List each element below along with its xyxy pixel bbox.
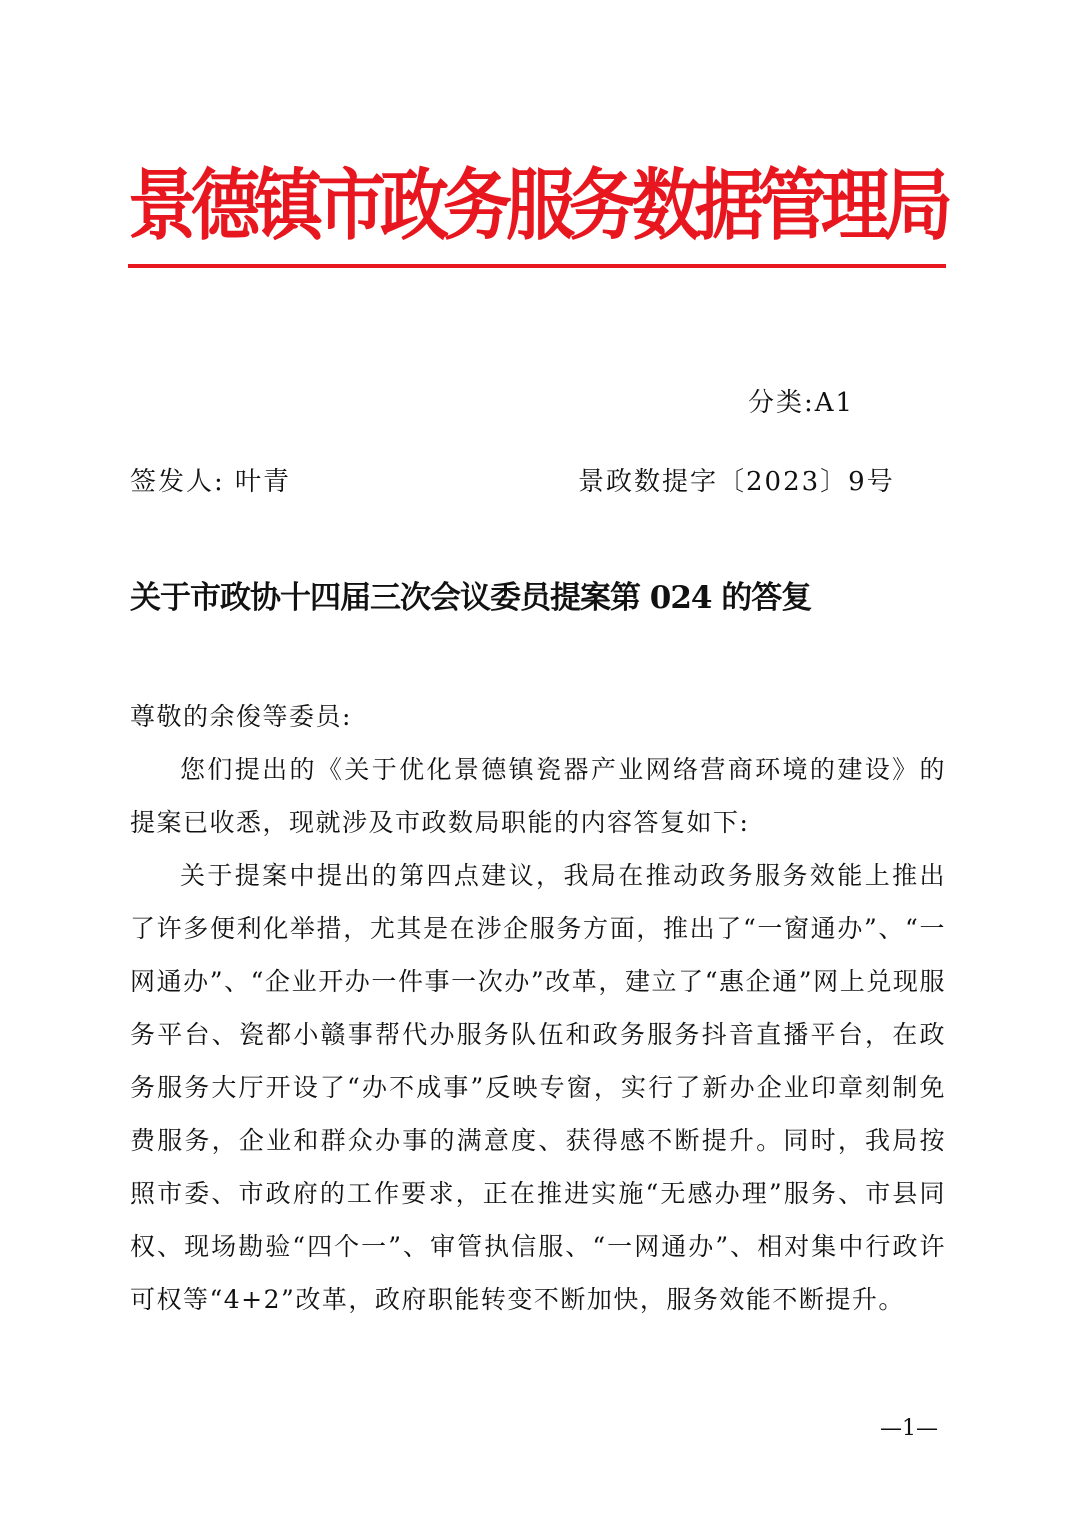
masthead-title: 景德镇市政务服务数据管理局 [128, 160, 947, 251]
masthead-red-rule [128, 264, 946, 268]
document-body [130, 690, 946, 1326]
signer-label: 签发人: 叶青 [130, 467, 292, 497]
classification-label: 分类:A1 [748, 388, 855, 418]
document-number: 景政数提字〔2023〕9号 [578, 467, 895, 497]
document-title: 关于市政协十四届三次会议委员提案第 024 的答复 [130, 580, 812, 616]
body-paragraph: 您们提出的《关于优化景德镇瓷器产业网络营商环境的建设》的提案已收悉，现就涉及市政数局职能的内容答复如下: [130, 755, 946, 837]
body-paragraph: 关于提案中提出的第四点建议，我局在推动政务服务效能上推出了许多便利化举措，尤其是在涉企服务方面，推出了“一窗通办”、“一网通办”、“企业开办一件事一次办”改革，建立了“惠企通”网上兑现服务平台、瓷都小赣事帮代办服务队伍和政务服务抖音直播平台，在政务服务大厅开设了“办不成事”反映专窗，实行了新办企业印章刻制免费服务，企业和群众办事的满意度、获得感不断提升。同时，我局按照市委、市政府的工作要求，正在推进实施“无感办理”服务、市县同权、现场勘验“四个一”、审管执信服、“一网通办”、相对集中行政许可权等“4+2”改革，政府职能转变不断加快，服务效能不断提升。 [130, 861, 946, 1314]
page-number: —1— [880, 1416, 938, 1441]
salutation: 尊敬的余俊等委员: [130, 702, 352, 731]
